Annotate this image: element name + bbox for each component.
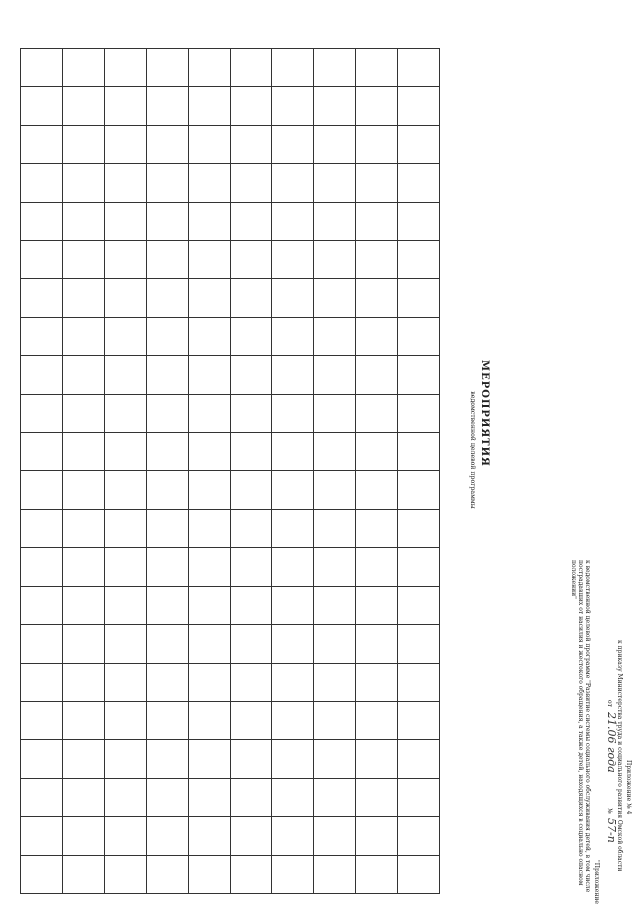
table-cell — [314, 855, 356, 893]
table-cell — [62, 586, 104, 624]
table-cell — [21, 87, 63, 125]
table-cell — [62, 202, 104, 240]
table-cell — [356, 625, 398, 663]
table-cell — [104, 87, 146, 125]
table-cell — [230, 394, 272, 432]
table-cell — [272, 394, 314, 432]
table-cell — [314, 317, 356, 355]
table-cell — [188, 356, 230, 394]
table-row — [398, 49, 440, 894]
table-cell — [104, 125, 146, 163]
table-cell — [356, 317, 398, 355]
table-row — [356, 49, 398, 894]
table-cell — [398, 87, 440, 125]
document-subtitle: ведомственной целевой программы — [469, 391, 476, 509]
table-cell — [272, 471, 314, 509]
table-cell — [62, 471, 104, 509]
table-cell — [398, 663, 440, 701]
table-cell — [104, 356, 146, 394]
table-cell — [272, 202, 314, 240]
table-cell — [188, 164, 230, 202]
table-cell — [398, 279, 440, 317]
table-cell — [272, 87, 314, 125]
table-cell — [272, 663, 314, 701]
table-cell — [146, 471, 188, 509]
table-cell — [314, 586, 356, 624]
table-cell — [230, 586, 272, 624]
table-cell — [146, 586, 188, 624]
table-cell — [104, 49, 146, 87]
table-cell — [104, 241, 146, 279]
table-cell — [146, 241, 188, 279]
table-cell — [398, 855, 440, 893]
table-cell — [230, 241, 272, 279]
table-row — [21, 49, 63, 894]
order-line: к приказу Министерства труда и социального развития Омской области — [616, 640, 623, 872]
table-cell — [104, 548, 146, 586]
table-cell — [356, 49, 398, 87]
table-cell — [272, 125, 314, 163]
table-cell — [188, 855, 230, 893]
table-cell — [146, 625, 188, 663]
table-cell — [146, 855, 188, 893]
table-cell — [21, 241, 63, 279]
table-cell — [21, 701, 63, 739]
table-cell — [314, 471, 356, 509]
table-cell — [62, 125, 104, 163]
table-cell — [188, 317, 230, 355]
table-cell — [104, 778, 146, 816]
table-cell — [62, 701, 104, 739]
table-cell — [188, 125, 230, 163]
table-cell — [21, 855, 63, 893]
appendix-label: Приложение № 4 — [625, 760, 632, 815]
table-cell — [314, 164, 356, 202]
table-cell — [21, 778, 63, 816]
table-cell — [62, 241, 104, 279]
table-cell — [146, 202, 188, 240]
table-cell — [230, 778, 272, 816]
table-cell — [230, 625, 272, 663]
table-cell — [62, 778, 104, 816]
table-cell — [21, 663, 63, 701]
table-cell — [188, 548, 230, 586]
table-cell — [21, 471, 63, 509]
table-cell — [272, 855, 314, 893]
table-cell — [230, 433, 272, 471]
table-cell — [104, 433, 146, 471]
table-row — [230, 49, 272, 894]
table-cell — [272, 164, 314, 202]
order-no-handwritten: 57-п — [605, 818, 618, 843]
table-cell — [230, 356, 272, 394]
table-cell — [398, 49, 440, 87]
table-cell — [104, 509, 146, 547]
table-cell — [314, 740, 356, 778]
table-cell — [62, 855, 104, 893]
table-cell — [356, 740, 398, 778]
table-cell — [356, 701, 398, 739]
table-cell — [104, 394, 146, 432]
table-cell — [356, 663, 398, 701]
table-cell — [21, 49, 63, 87]
table-cell — [146, 548, 188, 586]
program-ref-body: к ведомственной целевой программе "Развитие системы социального обслуживания детей, в том числе пострадавших от насилия и жестокого обращения, а также детей, находящихся в социально опасном положении" — [570, 560, 591, 893]
table-cell — [230, 125, 272, 163]
table-cell — [146, 87, 188, 125]
table-cell — [230, 855, 272, 893]
table-cell — [314, 241, 356, 279]
table-cell — [272, 586, 314, 624]
table-cell — [104, 317, 146, 355]
table-cell — [104, 663, 146, 701]
table-cell — [398, 202, 440, 240]
table-cell — [230, 471, 272, 509]
table-cell — [62, 509, 104, 547]
table-cell — [146, 509, 188, 547]
table-cell — [62, 433, 104, 471]
table-cell — [188, 87, 230, 125]
table-cell — [356, 87, 398, 125]
table-cell — [314, 279, 356, 317]
table-cell — [230, 701, 272, 739]
table-cell — [104, 817, 146, 855]
table-cell — [230, 509, 272, 547]
table-cell — [188, 701, 230, 739]
table-cell — [398, 586, 440, 624]
table-cell — [146, 740, 188, 778]
table-cell — [356, 202, 398, 240]
table-cell — [272, 625, 314, 663]
table-cell — [188, 471, 230, 509]
table-cell — [398, 471, 440, 509]
table-cell — [21, 125, 63, 163]
table-cell — [62, 87, 104, 125]
order-no-label: № — [606, 808, 613, 814]
table-cell — [314, 509, 356, 547]
table-row — [188, 49, 230, 894]
program-ref-title: "Приложение — [593, 860, 600, 904]
table-cell — [356, 509, 398, 547]
table-cell — [21, 356, 63, 394]
table-cell — [272, 317, 314, 355]
table-cell — [146, 49, 188, 87]
table-cell — [146, 356, 188, 394]
table-cell — [272, 279, 314, 317]
table-cell — [104, 164, 146, 202]
table-cell — [21, 817, 63, 855]
table-cell — [62, 49, 104, 87]
table-cell — [398, 241, 440, 279]
table-cell — [21, 586, 63, 624]
table-cell — [398, 356, 440, 394]
table-cell — [104, 202, 146, 240]
table-cell — [398, 164, 440, 202]
table-cell — [272, 778, 314, 816]
table-cell — [62, 164, 104, 202]
table-cell — [272, 241, 314, 279]
table-cell — [21, 317, 63, 355]
table-cell — [314, 125, 356, 163]
table-cell — [356, 855, 398, 893]
table-cell — [146, 394, 188, 432]
table-row — [314, 49, 356, 894]
table-cell — [62, 317, 104, 355]
table-cell — [21, 164, 63, 202]
table-cell — [146, 778, 188, 816]
table-row — [62, 49, 104, 894]
table-cell — [356, 433, 398, 471]
table-cell — [356, 817, 398, 855]
table-cell — [398, 701, 440, 739]
table-cell — [398, 548, 440, 586]
table-cell — [356, 125, 398, 163]
document-title: МЕРОПРИЯТИЯ — [479, 360, 490, 467]
table-cell — [62, 625, 104, 663]
table-cell — [21, 625, 63, 663]
table-cell — [314, 356, 356, 394]
table-cell — [104, 855, 146, 893]
table-cell — [104, 279, 146, 317]
table-cell — [188, 49, 230, 87]
events-table — [20, 48, 440, 894]
table-cell — [314, 394, 356, 432]
table-cell — [398, 317, 440, 355]
table-cell — [188, 509, 230, 547]
table-cell — [188, 202, 230, 240]
table-cell — [230, 164, 272, 202]
table-cell — [230, 663, 272, 701]
table-cell — [314, 701, 356, 739]
table-cell — [398, 740, 440, 778]
table-cell — [356, 279, 398, 317]
table-cell — [21, 279, 63, 317]
table-cell — [398, 433, 440, 471]
table-cell — [272, 548, 314, 586]
table-cell — [188, 778, 230, 816]
table-cell — [188, 817, 230, 855]
table-cell — [272, 49, 314, 87]
table-cell — [62, 740, 104, 778]
table-row — [146, 49, 188, 894]
table-cell — [188, 740, 230, 778]
table-cell — [272, 701, 314, 739]
table-cell — [314, 202, 356, 240]
table-cell — [21, 548, 63, 586]
table-cell — [272, 740, 314, 778]
order-date-handwritten: 21.06 года — [605, 712, 618, 773]
table-cell — [146, 701, 188, 739]
table-cell — [62, 548, 104, 586]
table-row — [272, 49, 314, 894]
table-cell — [62, 663, 104, 701]
table-cell — [272, 817, 314, 855]
table-cell — [21, 509, 63, 547]
table-cell — [272, 509, 314, 547]
table-cell — [230, 740, 272, 778]
table-cell — [62, 394, 104, 432]
table-cell — [356, 394, 398, 432]
table-cell — [356, 164, 398, 202]
table-cell — [21, 433, 63, 471]
table-cell — [230, 548, 272, 586]
table-cell — [21, 394, 63, 432]
table-cell — [398, 817, 440, 855]
table-cell — [398, 625, 440, 663]
table-cell — [104, 740, 146, 778]
table-cell — [188, 394, 230, 432]
table-cell — [398, 509, 440, 547]
table-cell — [21, 202, 63, 240]
table-cell — [146, 317, 188, 355]
table-cell — [230, 87, 272, 125]
table-cell — [230, 817, 272, 855]
table-cell — [356, 586, 398, 624]
table-cell — [104, 701, 146, 739]
table-cell — [21, 740, 63, 778]
table-cell — [356, 548, 398, 586]
table-cell — [146, 663, 188, 701]
table-cell — [398, 394, 440, 432]
table-cell — [104, 625, 146, 663]
table-cell — [356, 471, 398, 509]
table-cell — [314, 625, 356, 663]
table-cell — [188, 586, 230, 624]
table-cell — [314, 778, 356, 816]
table-cell — [188, 241, 230, 279]
table-cell — [272, 433, 314, 471]
table-cell — [188, 279, 230, 317]
table-cell — [314, 49, 356, 87]
table-cell — [230, 202, 272, 240]
table-cell — [356, 356, 398, 394]
table-cell — [314, 433, 356, 471]
table-cell — [314, 817, 356, 855]
order-date-label: от — [606, 700, 613, 707]
table-cell — [62, 356, 104, 394]
table-cell — [146, 125, 188, 163]
table-cell — [356, 778, 398, 816]
table-cell — [230, 279, 272, 317]
table-cell — [230, 317, 272, 355]
table-cell — [62, 817, 104, 855]
table-cell — [146, 279, 188, 317]
table-cell — [188, 663, 230, 701]
table-cell — [314, 548, 356, 586]
table-cell — [398, 125, 440, 163]
table-cell — [146, 817, 188, 855]
table-cell — [62, 279, 104, 317]
table-cell — [398, 778, 440, 816]
table-cell — [104, 471, 146, 509]
table-cell — [146, 433, 188, 471]
table-cell — [230, 49, 272, 87]
table-cell — [272, 356, 314, 394]
table-cell — [356, 241, 398, 279]
table-cell — [314, 663, 356, 701]
table-row — [104, 49, 146, 894]
table-cell — [146, 164, 188, 202]
table-cell — [188, 433, 230, 471]
table-cell — [314, 87, 356, 125]
table-cell — [104, 586, 146, 624]
table-cell — [188, 625, 230, 663]
